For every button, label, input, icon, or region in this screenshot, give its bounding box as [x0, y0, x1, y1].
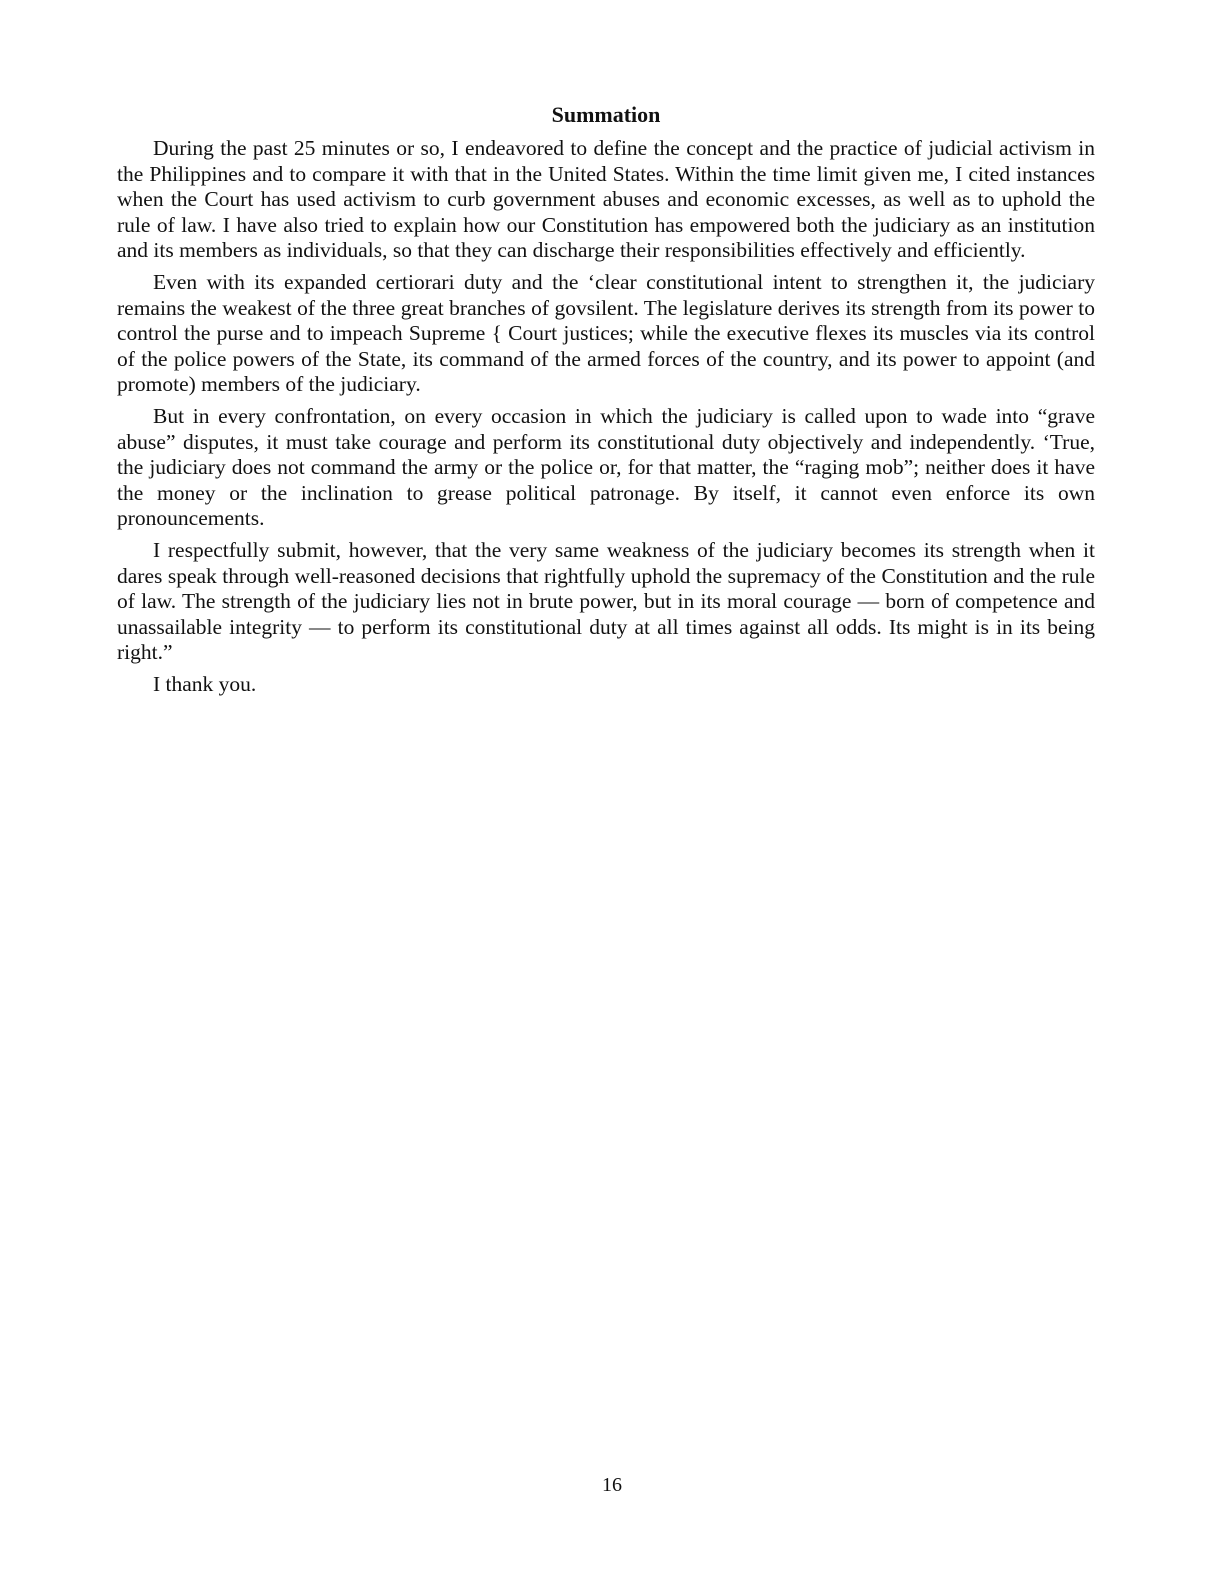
page-number: 16 [602, 1474, 622, 1496]
section-heading: Summation [551, 102, 661, 127]
paragraph-1: During the past 25 minutes or so, I endeavored to define the concept and the practice of judicial activism in the Philippines and to compare it with that in the United States. Within the time limit given me, I cited instances when the Court has used activism to curb government abuses and economic excesses, as well as to uphold the rule of law. I have also tried to explain how our Constitution has empowered both the judiciary as an institution and its members as individuals, so that they can discharge their responsibilities effectively and efficiently. [117, 136, 1095, 263]
paragraph-3: But in every confrontation, on every occasion in which the judiciary is called upon to wade into “grave abuse” disputes, it must take courage and perform its constitutional duty objectively and independently. ‘True, the judiciary does not command the army or the police or, for that matter, the “raging mob”; neither does it have the money or the inclination to grease political patronage. By itself, it cannot even enforce its own pronouncements. [117, 403, 1095, 531]
document-page [117, 100, 1095, 703]
paragraph-2: Even with its expanded certiorari duty and the ‘clear constitutional intent to strengthen it, the judiciary remains the weakest of the three great branches of govsilent. The legislature derives its strength from its power to control the purse and to impeach Supreme { Court justices; while the executive flexes its muscles via its control of the police powers of the State, its command of the armed forces of the country, and its power to appoint (and promote) members of the judiciary. [117, 269, 1095, 397]
paragraph-4: I respectfully submit, however, that the very same weakness of the judiciary becomes its strength when it dares speak through well-reasoned decisions that rightfully uphold the supremacy of the Constitution and the rule of law. The strength of the judiciary lies not in brute power, but in its moral courage — born of competence and unassailable integrity — to perform its constitutional duty at all times against all odds. Its might is in its being right.” [117, 537, 1095, 665]
paragraph-5: I thank you. [153, 671, 257, 696]
